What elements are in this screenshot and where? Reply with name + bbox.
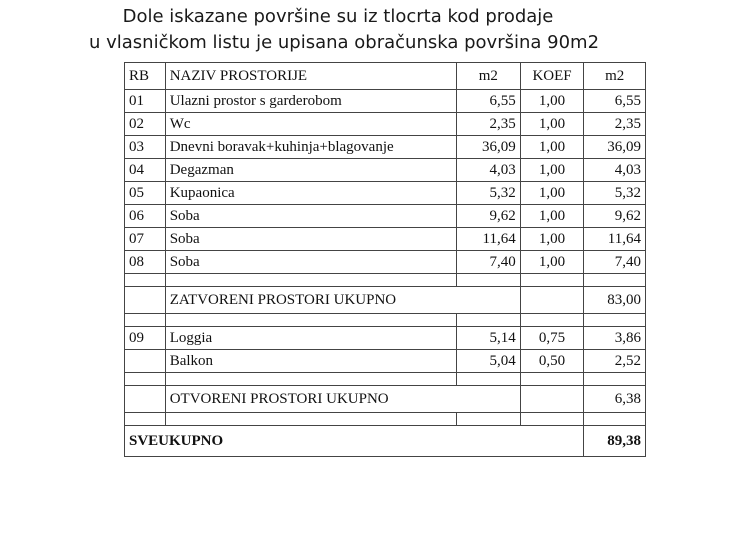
table-row xyxy=(125,113,646,136)
cell-name: Loggia xyxy=(165,327,456,350)
cell-total: 11,64 xyxy=(584,228,646,251)
table-row xyxy=(125,205,646,228)
table-row xyxy=(125,136,646,159)
cell-total: 2,52 xyxy=(584,350,646,373)
cell-m2: 9,62 xyxy=(457,205,521,228)
spacer-row xyxy=(125,373,646,386)
cell-total: 4,03 xyxy=(584,159,646,182)
cell-name: Ulazni prostor s garderobom xyxy=(165,90,456,113)
col-header-m2-total: m2 xyxy=(584,63,646,90)
table-header-row xyxy=(125,63,646,90)
cell-total: 3,86 xyxy=(584,327,646,350)
cell-rb: 02 xyxy=(125,113,166,136)
spacer-row xyxy=(125,413,646,426)
col-header-name: NAZIV PROSTORIJE xyxy=(165,63,456,90)
open-total-row xyxy=(125,386,646,413)
cell-m2: 7,40 xyxy=(457,251,521,274)
cell-name: Soba xyxy=(165,205,456,228)
cell-rb: 03 xyxy=(125,136,166,159)
table-row xyxy=(125,327,646,350)
cell-rb: 01 xyxy=(125,90,166,113)
cell-name: Dnevni boravak+kuhinja+blagovanje xyxy=(165,136,456,159)
cell-total: 6,55 xyxy=(584,90,646,113)
cell-rb xyxy=(125,350,166,373)
heading-line-2: u vlasničkom listu je upisana obračunska površina 90m2 xyxy=(88,32,600,53)
table-row xyxy=(125,159,646,182)
cell-rb: 09 xyxy=(125,327,166,350)
spacer-row xyxy=(125,274,646,287)
cell-m2: 11,64 xyxy=(457,228,521,251)
closed-total-row xyxy=(125,287,646,314)
col-header-m2: m2 xyxy=(457,63,521,90)
grand-total-row xyxy=(125,426,646,457)
cell-rb: 07 xyxy=(125,228,166,251)
cell-rb: 08 xyxy=(125,251,166,274)
cell-rb: 04 xyxy=(125,159,166,182)
open-total-label: OTVORENI PROSTORI UKUPNO xyxy=(165,386,520,413)
cell-name: Wc xyxy=(165,113,456,136)
closed-total-label: ZATVORENI PROSTORI UKUPNO xyxy=(165,287,520,314)
cell-m2: 4,03 xyxy=(457,159,521,182)
heading-line-1: Dole iskazane površine su iz tlocrta kod prodaje xyxy=(122,6,554,27)
cell-name: Kupaonica xyxy=(165,182,456,205)
col-header-koef: KOEF xyxy=(520,63,584,90)
cell-koef: 1,00 xyxy=(520,159,584,182)
cell-total: 9,62 xyxy=(584,205,646,228)
cell-koef: 1,00 xyxy=(520,228,584,251)
room-area-table xyxy=(124,62,646,457)
cell-m2: 36,09 xyxy=(457,136,521,159)
closed-total-value: 83,00 xyxy=(584,287,646,314)
cell-koef: 1,00 xyxy=(520,136,584,159)
open-total-value: 6,38 xyxy=(584,386,646,413)
cell-rb: 05 xyxy=(125,182,166,205)
grand-total-label: SVEUKUPNO xyxy=(125,426,584,457)
cell-total: 36,09 xyxy=(584,136,646,159)
cell-koef: 1,00 xyxy=(520,182,584,205)
cell-koef: 1,00 xyxy=(520,90,584,113)
table-row xyxy=(125,90,646,113)
cell-total: 7,40 xyxy=(584,251,646,274)
col-header-rb: RB xyxy=(125,63,166,90)
cell-m2: 5,14 xyxy=(457,327,521,350)
cell-m2: 6,55 xyxy=(457,90,521,113)
cell-total: 2,35 xyxy=(584,113,646,136)
cell-name: Balkon xyxy=(165,350,456,373)
table-row xyxy=(125,350,646,373)
cell-koef: 1,00 xyxy=(520,251,584,274)
cell-name: Soba xyxy=(165,251,456,274)
grand-total-value: 89,38 xyxy=(584,426,646,457)
cell-m2: 2,35 xyxy=(457,113,521,136)
cell-m2: 5,04 xyxy=(457,350,521,373)
cell-koef: 0,50 xyxy=(520,350,584,373)
cell-koef: 1,00 xyxy=(520,205,584,228)
cell-name: Degazman xyxy=(165,159,456,182)
cell-m2: 5,32 xyxy=(457,182,521,205)
cell-name: Soba xyxy=(165,228,456,251)
table-row xyxy=(125,251,646,274)
cell-total: 5,32 xyxy=(584,182,646,205)
cell-koef: 0,75 xyxy=(520,327,584,350)
table-row xyxy=(125,228,646,251)
cell-koef: 1,00 xyxy=(520,113,584,136)
spacer-row xyxy=(125,314,646,327)
table-row xyxy=(125,182,646,205)
cell-rb: 06 xyxy=(125,205,166,228)
